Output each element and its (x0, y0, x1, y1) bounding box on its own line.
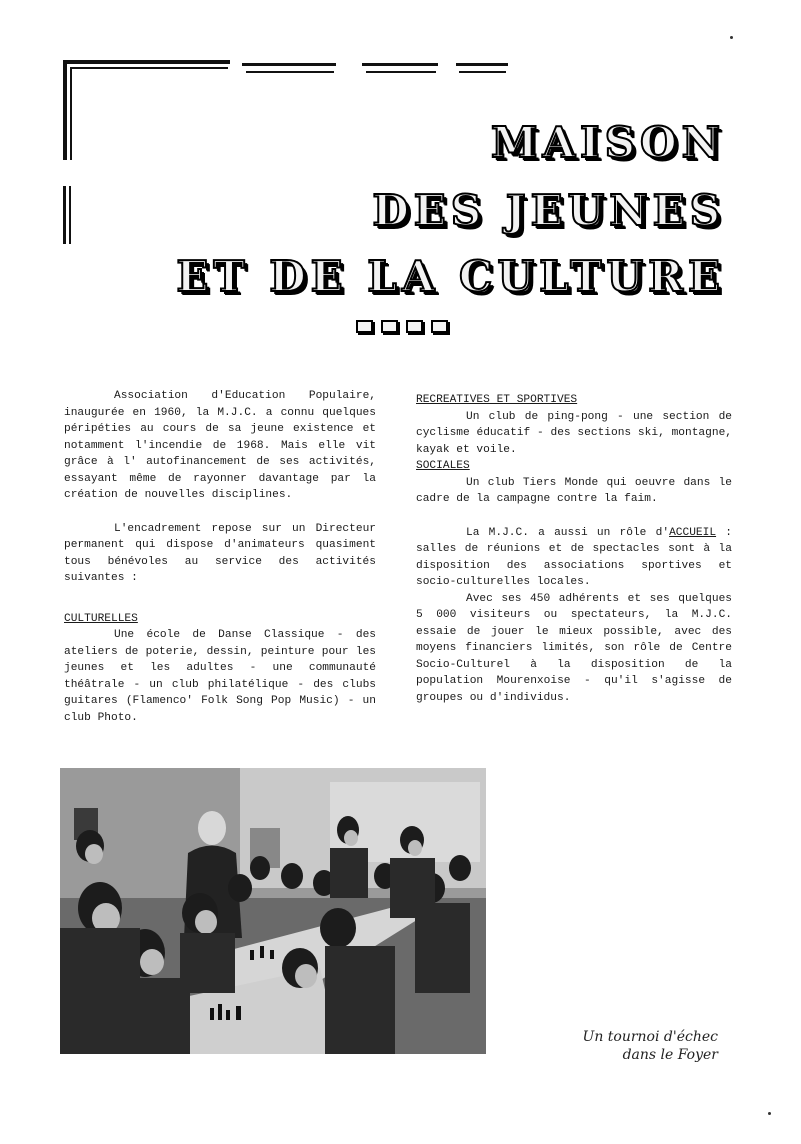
ellipsis-dot (381, 320, 398, 333)
title-line-3: ET DE LA CULTURE (176, 252, 725, 301)
culturelles-paragraph: Une école de Danse Classique - des ateliers de poterie, dessin, peinture pour les jeunes et les adultes - une communauté théâtrale - un club philatélique - des clubs guitares (Flamenco' Folk Song Pop Music) - un club Photo. (64, 629, 376, 724)
culturelles-heading: CULTURELLES (64, 612, 138, 625)
corner-bar-top (64, 60, 230, 64)
dash-rule-2b (366, 71, 436, 73)
title-line-1: MAISON (490, 118, 725, 167)
dash-rule-1b (246, 71, 334, 73)
photo-caption (548, 1028, 718, 1064)
corner-bar-lower (63, 186, 66, 244)
corner-bar-left-inner (70, 67, 72, 160)
adherents-paragraph: Avec ses 450 adhérents et ses quelques 5 000 visiteurs ou spectateurs, la M.J.C. essaie de jouer le mieux possible, avec des moyens financiers limités, son rôle de Centre Socio-Culturel à la disposition de la population Mourenxoise - qu'il s'agisse de groupes ou d'individus. (416, 592, 732, 704)
corner-bar-lower-inner (69, 186, 71, 244)
accueil-paragraph (416, 525, 732, 591)
recreatives-heading: RECREATIVES ET SPORTIVES (416, 394, 578, 406)
dash-rule-3 (456, 63, 508, 66)
corner-bar-left (63, 60, 67, 160)
dash-rule-3b (459, 71, 506, 73)
accueil-keyword: ACCUEIL (669, 526, 717, 539)
paper-speck (768, 1112, 771, 1115)
paper-speck (730, 36, 733, 39)
sociales-heading: SOCIALES (416, 460, 470, 472)
title-line-2: DES JEUNES (372, 186, 725, 235)
sociales-paragraph: Un club Tiers Monde qui oeuvre dans le cadre de la campagne contre la faim. (416, 476, 732, 505)
right-column (416, 392, 732, 706)
corner-bar-top-inner (70, 67, 228, 69)
dash-rule-1 (242, 63, 336, 66)
caption-line-2: dans le Foyer (622, 1047, 718, 1063)
ellipsis-dot (431, 320, 448, 333)
dash-rule-2 (362, 63, 438, 66)
ellipsis-dot (406, 320, 423, 333)
encadrement-paragraph: L'encadrement repose sur un Directeur permanent qui dispose d'animateurs quasiment tous bénévoles au service des activités suivantes : (64, 522, 376, 584)
photo-illustration (60, 768, 486, 1054)
left-column (64, 388, 376, 726)
chess-tournament-photo (60, 768, 486, 1054)
recreatives-paragraph: Un club de ping-pong - une section de cyclisme éducatif - des sections ski, montagne, kayak et voile. (416, 410, 732, 456)
intro-paragraph: Association d'Education Populaire, inaugurée en 1960, la M.J.C. a connu quelques péripéties au cours de sa jeune existence et notamment l'incendie de 1968. Mais elle vit grâce à l' autofinancement de ses activités, essayant même de rayonner davantage par la création de nouvelles disciplines. (64, 390, 376, 501)
accueil-text-after: : salles de réunions et de spectacles sont à la disposition des associations sportives et socio-culturelles locales. (416, 526, 733, 588)
caption-line-1: Un tournoi d'échec (582, 1029, 718, 1045)
ellipsis-dot (356, 320, 373, 333)
title-ellipsis (356, 320, 448, 333)
accueil-text-before: La M.J.C. a aussi un rôle d' (466, 526, 670, 539)
